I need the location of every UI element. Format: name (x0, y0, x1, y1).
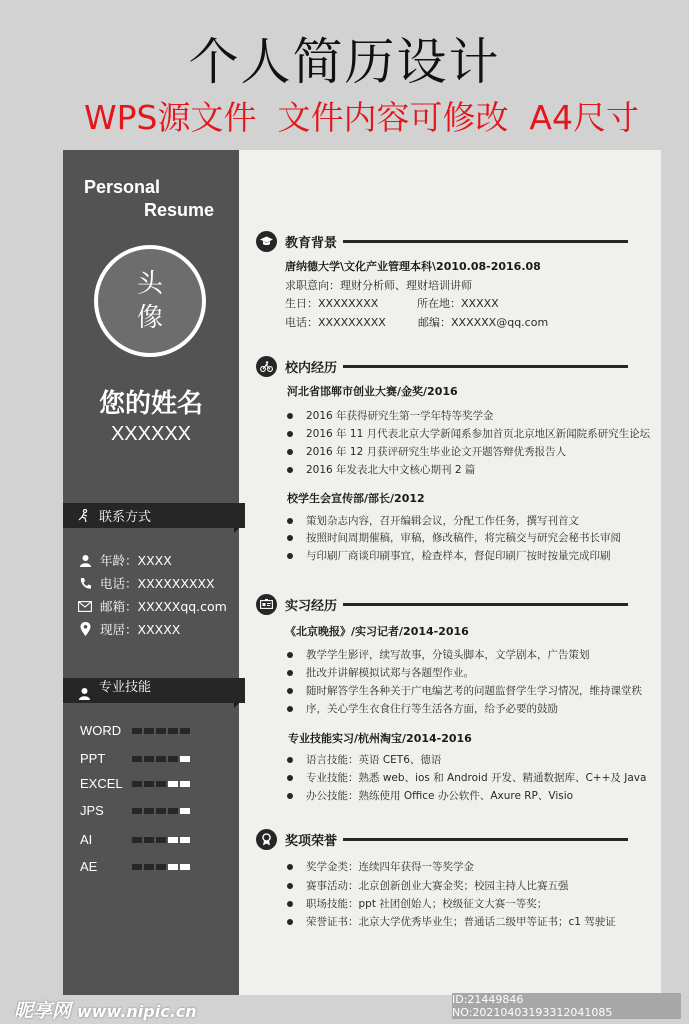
skill-level-meter (132, 781, 190, 787)
graduation-cap-icon (256, 231, 277, 252)
list-item: 2016 年 12 月获评研究生毕业论文开题答辩优秀报告人 (287, 444, 566, 459)
education-location: 所在地：XXXXX (417, 297, 499, 310)
education-email: 邮编：XXXXXX@qq.com (418, 316, 549, 329)
banner-title: 个人简历设计 (188, 33, 501, 91)
skill-level-meter (132, 756, 190, 762)
avatar[interactable] (94, 245, 206, 357)
skills-section-header (63, 678, 245, 703)
internship-section-header: 实习经历 (256, 592, 628, 616)
watermark-id: ID:21449846 NO:20210403193312041085 (452, 993, 681, 1019)
campus-group-heading: 校学生会宣传部/部长/2012 (287, 492, 425, 505)
list-item: 教学学生影评，续写故事，分镜头脚本，文学剧本，广告策划 (287, 647, 590, 662)
runner-icon (77, 509, 91, 523)
contact-section-title: 联系方式 (99, 510, 152, 525)
list-item: 办公技能：熟练使用 Office 办公软件、Axure RP、Visio (287, 788, 573, 803)
list-item: 2016 年 11 月代表北京大学新闻系参加首页北京地区新闻院系研究生论坛 (287, 426, 650, 441)
list-item: 与印刷厂商谈印刷事宜，检查样本，督促印刷厂按时按量完成印刷 (287, 548, 611, 563)
education-section-header: 教育背景 (256, 229, 628, 253)
skill-row (80, 832, 230, 847)
education-school: 唐纳德大学\文化产业管理本科\2010.08-2016.08 (285, 260, 541, 273)
skill-row (80, 803, 230, 818)
list-item: 2016 年发表北大中文核心期刊 2 篇 (287, 462, 475, 477)
list-item: 随时解答学生各种关于广电编艺考的问题监督学生学习情况，维持课堂秩 (287, 683, 642, 698)
awards-section-header: 奖项荣誉 (256, 827, 628, 851)
personal-label: Personal (84, 177, 161, 197)
campus-section-header: 校内经历 (256, 354, 628, 378)
campus-group-heading: 河北省邯郸市创业大赛/金奖/2016 (287, 385, 458, 398)
resume-label: Resume (144, 200, 215, 220)
list-item: 策划杂志内容，召开编辑会议，分配工作任务，撰写刊首文 (287, 513, 579, 528)
list-item: 按照时间周期催稿，审稿，修改稿件，将完稿交与研究会秘书长审阅 (287, 530, 621, 545)
watermark-brand: 昵享网 www.nipic.cn (14, 1000, 197, 1022)
skill-level-meter (132, 728, 190, 734)
education-birthday: 生日：XXXXXXXX (285, 297, 379, 310)
section-divider (343, 838, 628, 841)
skill-level-meter (132, 837, 190, 843)
skills-section-title: 专业技能 (99, 680, 152, 695)
list-item: 赛事活动：北京创新创业大赛金奖；校园主持人比赛五强 (287, 878, 569, 893)
contact-phone: 电话：XXXXXXXXX (78, 574, 215, 592)
user-icon (78, 553, 92, 567)
list-item: 序，关心学生衣食住行等生活各方面，给予必要的鼓励 (287, 701, 558, 716)
contact-section-header (63, 503, 245, 528)
contact-age: 年龄：XXXX (78, 551, 172, 569)
list-item: 2016 年获得研究生第一学年特等奖学金 (287, 408, 494, 423)
banner-subtitle: WPS源文件 文件内容可修改 A4尺寸 (84, 98, 640, 137)
id-card-icon (256, 594, 277, 615)
list-item: 奖学金类：连续四年获得一等奖学金 (287, 859, 474, 874)
list-item: 批改并讲解模拟试郑与各题型作业。 (287, 665, 474, 680)
skill-name: PPT (80, 751, 106, 766)
section-divider (343, 240, 628, 243)
section-divider (343, 365, 628, 368)
avatar-text-1: 头 (136, 269, 163, 299)
skill-name: JPS (80, 803, 104, 818)
user-icon (77, 686, 91, 700)
skill-row (80, 859, 230, 874)
education-phone: 电话：XXXXXXXXX (285, 316, 386, 329)
contact-email: 邮箱：XXXXXqq.com (78, 597, 227, 615)
list-item: 专业技能：熟悉 web、ios 和 Android 开发、精通数据库、C++及 Java (287, 770, 646, 785)
internship-group-heading: 专业技能实习/杭州淘宝/2014-2016 (288, 732, 472, 745)
skill-name: WORD (80, 723, 122, 738)
skill-name: AI (80, 832, 93, 847)
list-item: 语言技能：英语 CET6、德语 (287, 752, 441, 767)
skill-row (80, 776, 230, 791)
section-divider (343, 603, 628, 606)
skill-row (80, 751, 230, 766)
contact-location: 现居：XXXXX (78, 620, 180, 638)
education-intent: 求职意向：理财分析师、理财培训讲师 (285, 279, 472, 292)
avatar-text-2: 像 (136, 303, 163, 333)
skill-row (80, 723, 230, 738)
skill-level-meter (132, 808, 190, 814)
mail-icon (78, 599, 92, 613)
list-item: 职场技能：ppt 社团创始人；校级征文大赛一等奖； (287, 896, 547, 911)
skill-name: EXCEL (80, 776, 123, 791)
location-pin-icon (78, 622, 92, 636)
person-name-sub: XXXXXX (110, 423, 192, 445)
phone-icon (78, 576, 92, 590)
skill-name: AE (80, 859, 98, 874)
list-item: 荣誉证书：北京大学优秀毕业生；普通话二级甲等证书；c1 驾驶证 (287, 914, 616, 929)
award-medal-icon (256, 829, 277, 850)
person-name: 您的姓名 (98, 389, 203, 419)
bicycle-icon (256, 356, 277, 377)
internship-group-heading: 《北京晚报》/实习记者/2014-2016 (285, 625, 469, 638)
skill-level-meter (132, 864, 190, 870)
